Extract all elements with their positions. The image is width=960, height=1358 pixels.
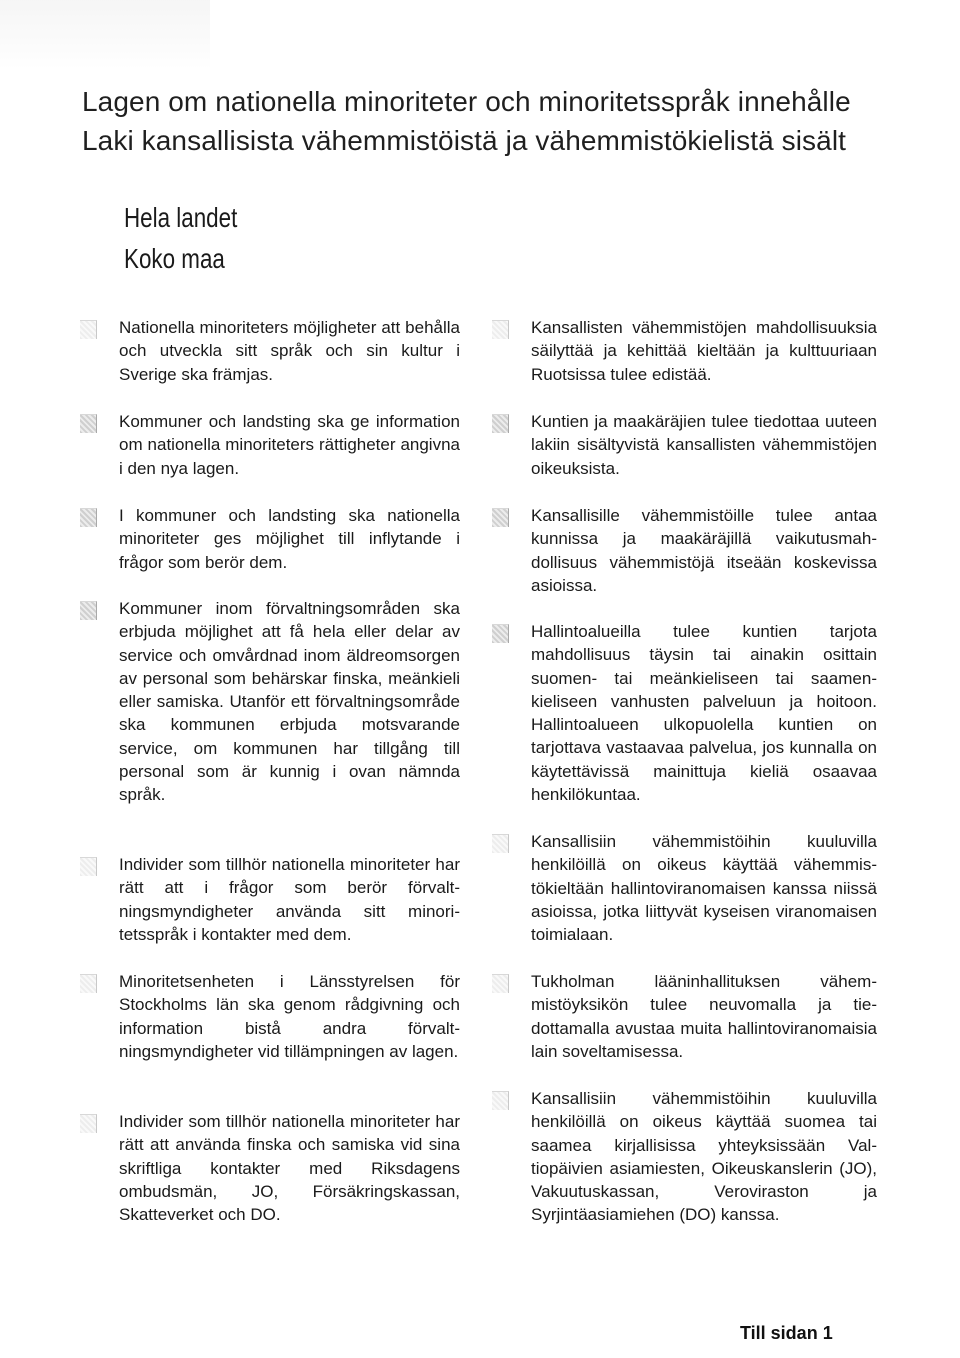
square-bullet-icon bbox=[492, 414, 509, 433]
list-item-text: Kommuner och landsting ska ge information om nationella minoriteters rättigheter angivna i den nya lagen. bbox=[119, 412, 460, 478]
scan-artifact bbox=[0, 0, 210, 70]
square-bullet-icon bbox=[492, 834, 509, 853]
square-bullet-icon bbox=[80, 508, 97, 527]
list-item-text: Kansallisille vähemmistöille tulee antaa kunnissa ja maakäräjillä vaikutusmahdollisuus vähemmistöjä itseään koskevissa asioissa. bbox=[531, 506, 877, 595]
next-page-link[interactable]: Till sidan 1 bbox=[740, 1323, 833, 1343]
square-bullet-icon bbox=[80, 857, 97, 876]
square-bullet-icon bbox=[492, 624, 509, 643]
region-swedish: Hela landet bbox=[124, 202, 238, 233]
list-item-text: Individer som tillhör nationella minoriteter har rätt att använda finska och samiska vid sina skriftliga kontakter med Riksdagens ombudsmän, JO, Försäkringskassan, Skatteverket och DO. bbox=[119, 1112, 460, 1225]
list-item-text: Tukholman lääninhallituksen vähemmistöyksikön tulee neuvomalla ja tiedottamalla avustaa muita hallintoviranomaisia lain soveltamisessa. bbox=[531, 972, 877, 1061]
square-bullet-icon bbox=[80, 601, 97, 620]
square-bullet-icon bbox=[492, 974, 509, 993]
title-swedish: Lagen om nationella minoriteter och minoritetsspråk innehålle bbox=[82, 86, 851, 117]
square-bullet-icon bbox=[80, 974, 97, 993]
list-item-text: Individer som tillhör nationella minoriteter har rätt att i frågor som berör förvaltningsmyndigheter använda sitt minoritetsspråk i kontakter med dem. bbox=[119, 855, 460, 944]
list-item-text: Minoritetsenheten i Länsstyrelsen för Stockholms län ska genom rådgivning och information bistå andra förvaltningsmyndigheter vid tillämpningen av lagen. bbox=[119, 972, 460, 1061]
square-bullet-icon bbox=[492, 508, 509, 527]
square-bullet-icon bbox=[492, 320, 509, 339]
square-bullet-icon bbox=[80, 320, 97, 339]
square-bullet-icon bbox=[80, 1114, 97, 1133]
title-finnish: Laki kansallisista vähemmistöistä ja vähemmistökielistä sisält bbox=[82, 125, 847, 156]
list-item-text: Nationella minoriteters möjligheter att behålla och utveckla sitt språk och sin kultur i Sverige ska främjas. bbox=[119, 318, 460, 384]
list-item-text: Kansallisiin vähemmistöihin kuuluvilla henkilöillä on oikeus käyttää vähemmistökieltään hallintoviranomaisen kanssa niissä asioissa, jotka liittyvät kyseisen viranomaisen toimialaan. bbox=[531, 832, 877, 945]
list-item-text: Kansallisiin vähemmistöihin kuuluvilla henkilöillä on oikeus käyttää suomea tai saamea kirjallisissa yhteyksissään Valtiopäivien asiamiesten, Oikeuskanslerin (JO), Vakuutuskassan, Veroviraston ja Syrjintäasiamiehen (DO) kanssa. bbox=[531, 1089, 877, 1225]
region-finnish: Koko maa bbox=[124, 243, 225, 274]
square-bullet-icon bbox=[80, 414, 97, 433]
list-item-text: Kommuner inom förvaltningsområden ska erbjuda möjlighet att få hela eller delar av service och omvårdnad inom äldreomsorgen av personal som behärskar finska, meänkieli eller samiska. Utanför ett förvaltningsområde ska kommunen erbjuda motsvarande service, om kommunen har tillgång till personal som är kunnig i ovan nämnda språk. bbox=[119, 599, 460, 805]
list-item-text: Kuntien ja maakäräjien tulee tiedottaa uuteen lakiin sisältyvistä kansallisten vähemmistöjen oikeuksista. bbox=[531, 412, 877, 478]
list-item-text: I kommuner och landsting ska nationella minoriteter ges möjlighet till inflytande i frågor som berör dem. bbox=[119, 506, 460, 572]
list-item-text: Hallintoalueilla tulee kuntien tarjota mahdollisuus täysin tai ainakin osittain suomen- tai meänkieliseen tai saamenkieliseen vanhusten palveluun ja hoitoon. Hallintoalueen ulkopuolella kuntien on tarjottava vastaavaa palvelua, jos kunnalla on käytettävissä mainittuja kieliä osaavaa henkilökuntaa. bbox=[531, 622, 877, 805]
square-bullet-icon bbox=[492, 1091, 509, 1110]
list-item-text: Kansallisten vähemmistöjen mahdollisuuksia säilyttää ja kehittää kieltään ja kulttuuriaan Ruotsissa tulee edistää. bbox=[531, 318, 877, 384]
